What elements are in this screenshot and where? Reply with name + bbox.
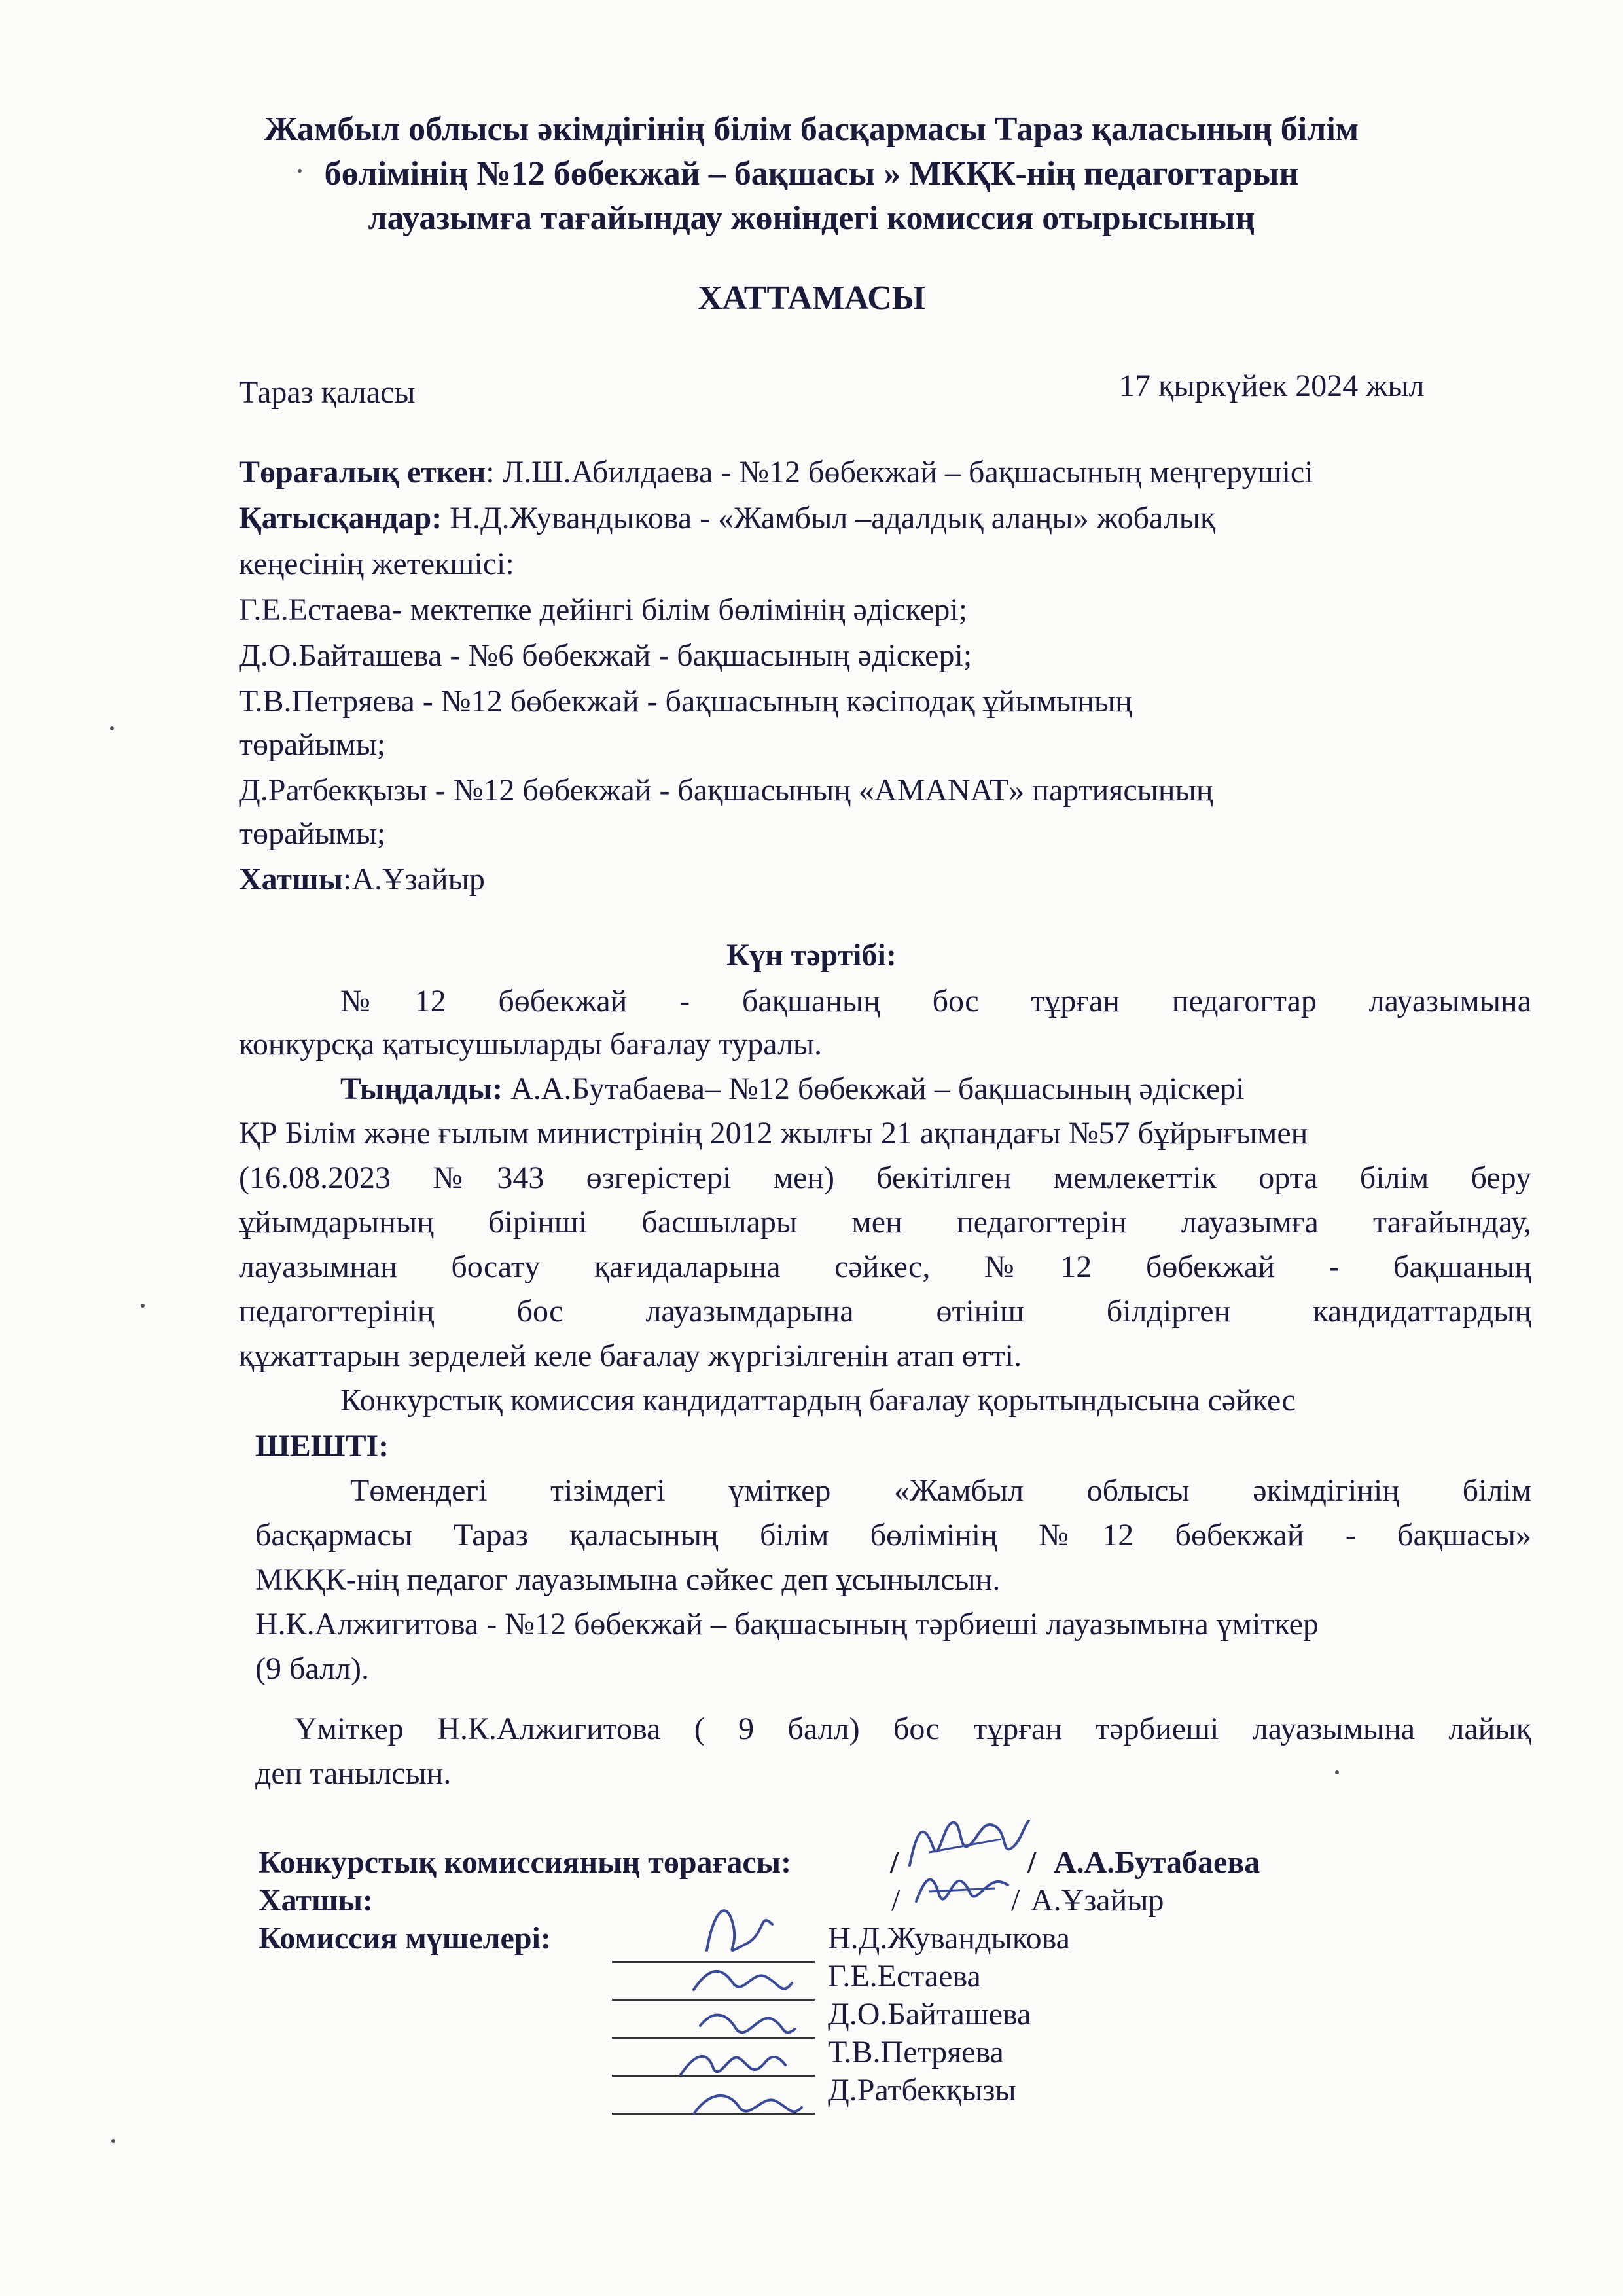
agenda-body-3: ұйымдарының бірінші басшылары мен педагогтерін лауазымға тағайындау, <box>239 1205 1531 1240</box>
member-4-b: төрайымы; <box>239 816 386 851</box>
attendees-text-2: кеңесінің жетекшісі: <box>239 547 514 581</box>
heard-line <box>340 1069 1244 1109</box>
attendees-text: Н.Д.Жувандыкова - «Жамбыл –адалдық алаңы» жобалық <box>442 501 1216 535</box>
agenda-item-1a: №12 бөбекжай - бақшаның бос тұрған педагогтар лауазымына <box>340 984 1531 1018</box>
member-3-a: Т.В.Петряева - №12 бөбекжай - бақшасының кәсіподақ ұйымының <box>239 684 1132 719</box>
decision-heading: ШЕШТІ: <box>255 1429 389 1463</box>
member-signature-name-1: Н.Д.Жувандыкова <box>828 1921 1070 1956</box>
secretary-text: :А.Ұзайыр <box>343 862 485 897</box>
decision-text-6: Үміткер Н.К.Алжигитова ( 9 балл) бос тұрған тәрбиеші лауазымына лайық <box>294 1712 1531 1746</box>
decision-text-4: Н.К.Алжигитова - №12 бөбекжай – бақшасының тәрбиеші лауазымына үміткер <box>255 1607 1319 1641</box>
agenda-heading: Күн тәртібі: <box>726 938 897 973</box>
member-2: Д.О.Байташева - №6 бөбекжай - бақшасының әдіскері; <box>239 638 972 673</box>
attendees-label: Қатысқандар: <box>239 501 442 535</box>
sig-secretary-label: Хатшы: <box>259 1883 373 1918</box>
scan-speck <box>110 726 114 730</box>
member-signature-name-4: Т.В.Петряева <box>828 2035 1004 2070</box>
agenda-body-4: лауазымнан босату қағидаларына сәйкес, №12 бөбекжай - бақшаның <box>239 1249 1531 1284</box>
member-signatures <box>668 1885 812 2127</box>
scan-speck <box>141 1304 145 1308</box>
document-type-heading: ХАТТАМАСЫ <box>698 279 925 317</box>
attendees-line <box>239 499 1215 538</box>
header-title-line-2: бөлімінің №12 бөбекжай – бақшасы » МКҚК-нің педагогтарын <box>324 155 1299 192</box>
member-signature-name-2: Г.Е.Естаева <box>828 1959 981 1994</box>
chair-text: : Л.Ш.Абилдаева - №12 бөбекжай – бақшасының меңгерушісі <box>486 455 1313 490</box>
decision-text-3: МКҚК-нің педагог лауазымына сәйкес деп ұсынылсын. <box>255 1562 1001 1597</box>
sig-secretary-slash-1: / <box>891 1883 901 1918</box>
agenda-body-6: құжаттарын зерделей келе бағалау жүргізілгенін атап өтті. <box>239 1338 1022 1373</box>
secretary-signature <box>910 1862 1014 1914</box>
scan-speck <box>111 2139 115 2143</box>
agenda-item-1b: конкурсқа қатысушыларды бағалау туралы. <box>239 1027 823 1062</box>
decision-text-7: деп танылсын. <box>255 1756 452 1791</box>
sig-members-label: Комиссия мүшелері: <box>259 1921 551 1956</box>
agenda-body-7: Конкурстық комиссия кандидаттардың бағалау қорытындысына сәйкес <box>340 1383 1296 1418</box>
chair-label: Төрағалық еткен <box>239 455 486 490</box>
member-signature-name-3: Д.О.Байташева <box>828 1997 1031 2032</box>
decision-text-2: басқармасы Тараз қаласының білім бөлімінің №12 бөбекжай - бақшасы» <box>255 1518 1531 1552</box>
member-3-b: төрайымы; <box>239 727 386 762</box>
sig-chair-name: А.А.Бутабаева <box>1054 1845 1260 1880</box>
heard-label: Тыңдалды: <box>340 1071 503 1106</box>
sig-secretary-slash-2: / <box>1011 1883 1020 1918</box>
member-signature-name-5: Д.Ратбекқызы <box>828 2073 1016 2108</box>
sig-secretary-name: А.Ұзайыр <box>1031 1883 1164 1918</box>
decision-text-1: Төмендегі тізімдегі үміткер «Жамбыл облысы әкімдігінің білім <box>350 1473 1531 1508</box>
member-1: Г.Е.Естаева- мектепке дейінгі білім бөлімінің әдіскері; <box>239 592 968 627</box>
agenda-body-1: ҚР Білім және ғылым министрінің 2012 жылғы 21 ақпандағы №57 бұйрығымен <box>239 1116 1308 1151</box>
agenda-body-5: педагогтерінің бос лауазымдарына өтініш білдірген кандидаттардың <box>239 1294 1531 1329</box>
secretary-line <box>239 860 485 899</box>
scan-speck <box>1335 1770 1339 1774</box>
decision-text-5: (9 балл). <box>255 1651 370 1686</box>
sig-chair-slash-2: / <box>1027 1845 1037 1880</box>
heard-text: А.А.Бутабаева– №12 бөбекжай – бақшасының әдіскері <box>503 1071 1245 1106</box>
chair-line <box>239 453 1313 492</box>
member-4-a: Д.Ратбекқызы - №12 бөбекжай - бақшасының «AMANAT» партиясының <box>239 773 1213 808</box>
header-title-line-1: Жамбыл облысы әкімдігінің білім басқармасы Тараз қаласының білім <box>264 111 1359 148</box>
agenda-body-2: (16.08.2023 №343 өзгерістері мен) бекітілген мемлекеттік орта білім беру <box>239 1160 1531 1195</box>
date: 17 қыркүйек 2024 жыл <box>1119 368 1425 403</box>
sig-chair-label: Конкурстық комиссияның төрағасы: <box>259 1845 792 1880</box>
sig-chair-slash-1: / <box>890 1845 899 1880</box>
city: Тараз қаласы <box>239 375 416 410</box>
secretary-label: Хатшы <box>239 862 343 897</box>
header-title-line-3: лауазымға тағайындау жөніндегі комиссия отырысының <box>368 200 1255 237</box>
scan-speck <box>298 169 302 173</box>
